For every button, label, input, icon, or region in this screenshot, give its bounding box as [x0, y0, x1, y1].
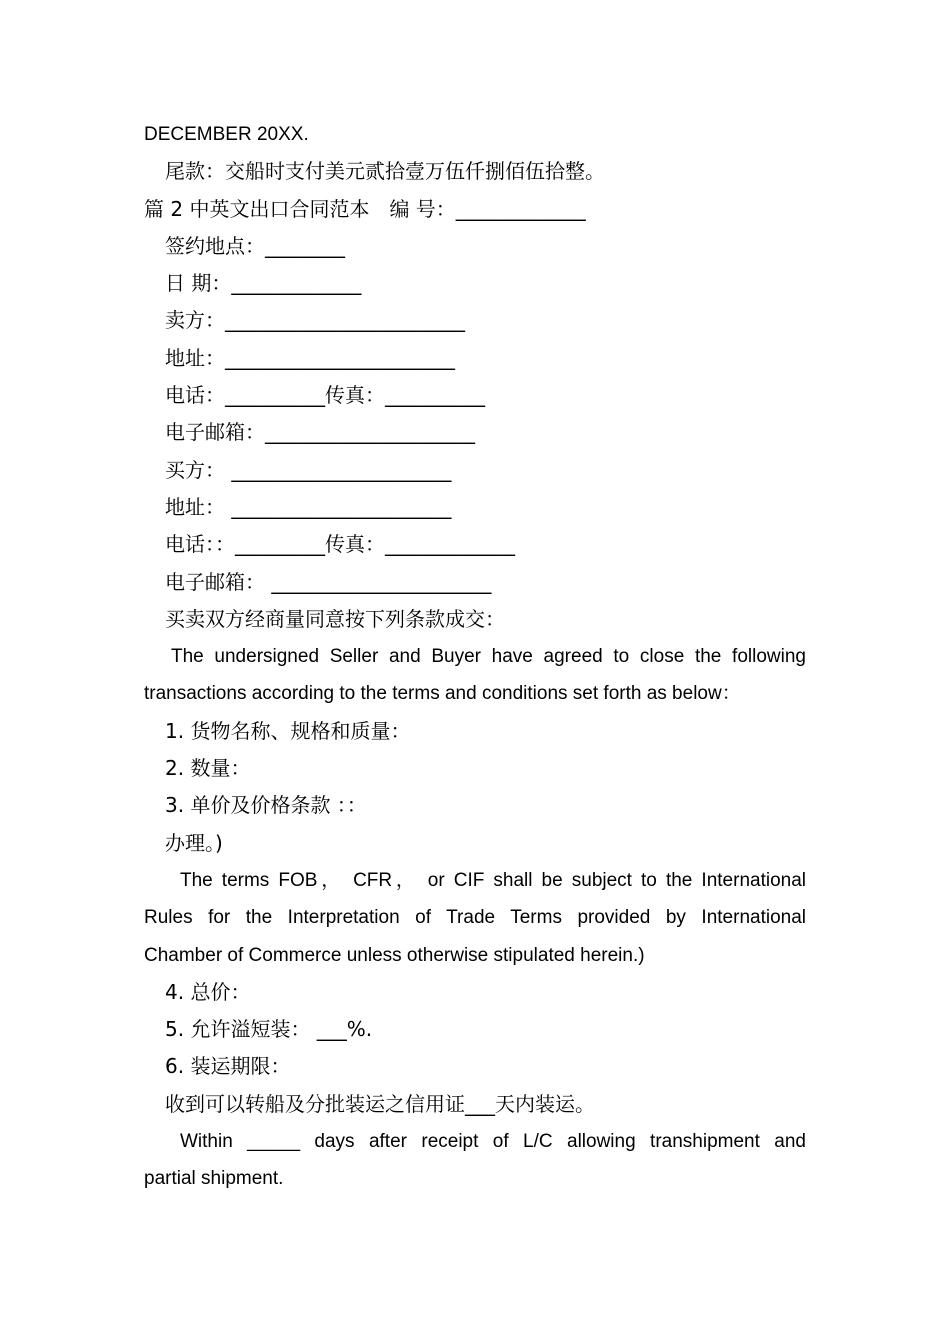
clause-1-goods: 1. 货物名称、规格和质量： [165, 718, 411, 743]
shipment-time-en-2: partial shipment. [144, 1168, 284, 1190]
date-field: 日 期：_____________ [165, 271, 362, 296]
document-page [144, 116, 806, 1198]
buyer-field: 买方： ______________________ [165, 457, 452, 482]
seller-email-field: 电子邮箱：_____________________ [165, 420, 475, 445]
clause-4-total-price: 4. 总价： [165, 979, 251, 1004]
final-payment-line: 尾款：交船时支付美元贰拾壹万伍仟捌佰伍拾整。 [165, 159, 605, 184]
section-heading-contract-number: 篇 2 中英文出口合同范本 编 号：_____________ [144, 196, 586, 221]
buyer-address-field: 地址： ______________________ [165, 494, 452, 519]
clause-3-note: 办理。) [165, 830, 223, 855]
clause-6-shipment-time: 6. 装运期限： [165, 1054, 291, 1079]
seller-address-field: 地址：_______________________ [165, 345, 455, 370]
shipment-time-cn: 收到可以转船及分批装运之信用证___天内装运。 [165, 1091, 595, 1116]
trade-terms-en-2: Rules for the Interpretation of Trade Terms provided by International [144, 907, 806, 929]
clause-5-tolerance: 5. 允许溢短装： ___%. [165, 1017, 373, 1042]
seller-phone-fax-field: 电话：__________传真：__________ [165, 383, 485, 408]
signing-place-field: 签约地点：________ [165, 233, 345, 258]
shipment-time-en-1: Within _____ days after receipt of L/C allowing transhipment and [180, 1131, 806, 1153]
buyer-phone-fax-field: 电话：：_________传真：_____________ [165, 532, 515, 557]
date-line: DECEMBER 20XX. [144, 124, 309, 145]
agreement-intro-en-1: The undersigned Seller and Buyer have agreed to close the following [171, 646, 806, 668]
clause-3-unit-price: 3. 单价及价格条款 ：： [165, 793, 367, 818]
clause-2-quantity: 2. 数量： [165, 756, 251, 781]
seller-field: 卖方：________________________ [165, 308, 465, 333]
trade-terms-en-3: Chamber of Commerce unless otherwise stipulated herein.) [144, 944, 645, 966]
agreement-intro-en-2: transactions according to the terms and conditions set forth as below： [144, 683, 741, 705]
buyer-email-field: 电子邮箱： ______________________ [165, 569, 492, 594]
agreement-intro-cn: 买卖双方经商量同意按下列条款成交： [165, 606, 505, 631]
trade-terms-en-1: The terms FOB， CFR， or CIF shall be subject to the International [180, 869, 806, 891]
